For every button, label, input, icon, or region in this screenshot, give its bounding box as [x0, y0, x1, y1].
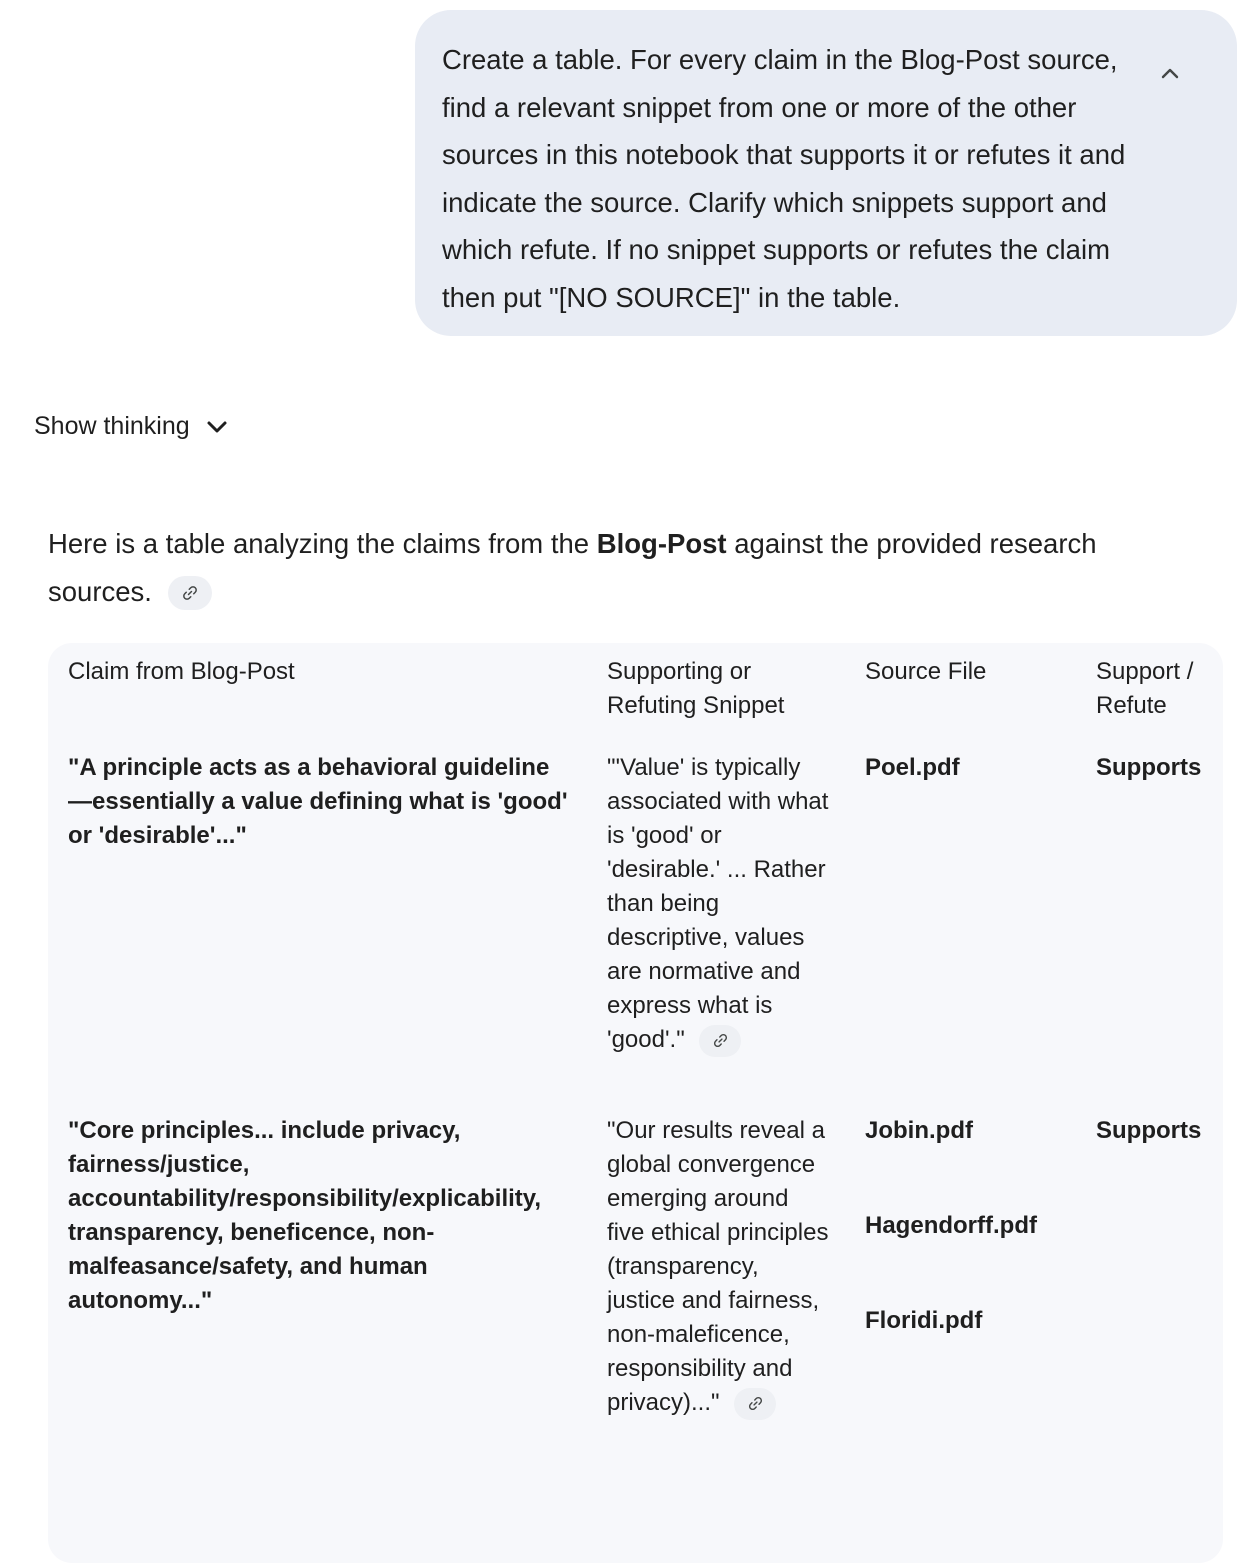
show-thinking-label: Show thinking — [34, 412, 190, 440]
citation-chip-row-1[interactable] — [699, 1025, 741, 1057]
row-2-snippet-text: "Our results reveal a global convergence emerging around five ethical principles (transparency, justice and fairness, non-maleficence, responsibility and privacy)..." — [607, 1117, 829, 1416]
chevron-down-icon — [206, 420, 228, 434]
citation-chip-row-2[interactable] — [734, 1388, 776, 1420]
citation-chip-intro[interactable] — [168, 576, 212, 610]
collapse-prompt-button[interactable] — [1155, 58, 1185, 88]
intro-text-before: Here is a table analyzing the claims from the — [48, 528, 597, 559]
intro-blog-post: Blog-Post — [596, 528, 727, 559]
link-icon — [181, 584, 199, 602]
user-prompt-text: Create a table. For every claim in the Blog-Post source, find a relevant snippet from one or more of the other sources in this notebook that supports it or refutes it and indicate the source. Clarify which snippets support and which refute. If no snippet supports or refutes the claim then put "[NO SOURCE]" in the table. — [442, 44, 1126, 313]
row-2-snippet — [607, 1114, 832, 1420]
header-verdict: Support / Refute — [1096, 658, 1194, 719]
row-1-claim: "A principle acts as a behavioral guideline—essentially a value defining what is 'good' or 'desirable'..." — [68, 754, 568, 849]
row-2-claim: "Core principles... include privacy, fairness/justice, accountability/responsibility/explicability, transparency, beneficence, non-malfeasance/safety, and human autonomy..." — [68, 1117, 542, 1314]
header-snippet: Supporting or Refuting Snippet — [607, 658, 785, 719]
row-2-source-3: Floridi.pdf — [865, 1307, 983, 1334]
row-1-snippet — [607, 751, 832, 1057]
intro-text-after: against the provided research sources. — [48, 528, 1097, 607]
row-2-verdict: Supports — [1096, 1117, 1202, 1144]
chevron-up-icon — [1161, 67, 1179, 79]
link-icon — [747, 1395, 764, 1412]
user-prompt-bubble — [415, 10, 1237, 336]
row-1-source-1: Poel.pdf — [865, 754, 960, 781]
show-thinking-toggle[interactable] — [34, 412, 228, 441]
link-icon — [712, 1032, 729, 1049]
response-intro — [48, 520, 1198, 615]
header-source: Source File — [865, 658, 987, 685]
header-claim: Claim from Blog-Post — [68, 658, 295, 685]
row-1-verdict: Supports — [1096, 754, 1202, 781]
row-2-source-1: Jobin.pdf — [865, 1117, 973, 1144]
row-1-snippet-text: "'Value' is typically associated with what is 'good' or 'desirable.' ... Rather than being descriptive, values are normative and express what is 'good'." — [607, 754, 829, 1053]
row-2-source-2: Hagendorff.pdf — [865, 1212, 1037, 1239]
claims-table — [48, 643, 1223, 1563]
